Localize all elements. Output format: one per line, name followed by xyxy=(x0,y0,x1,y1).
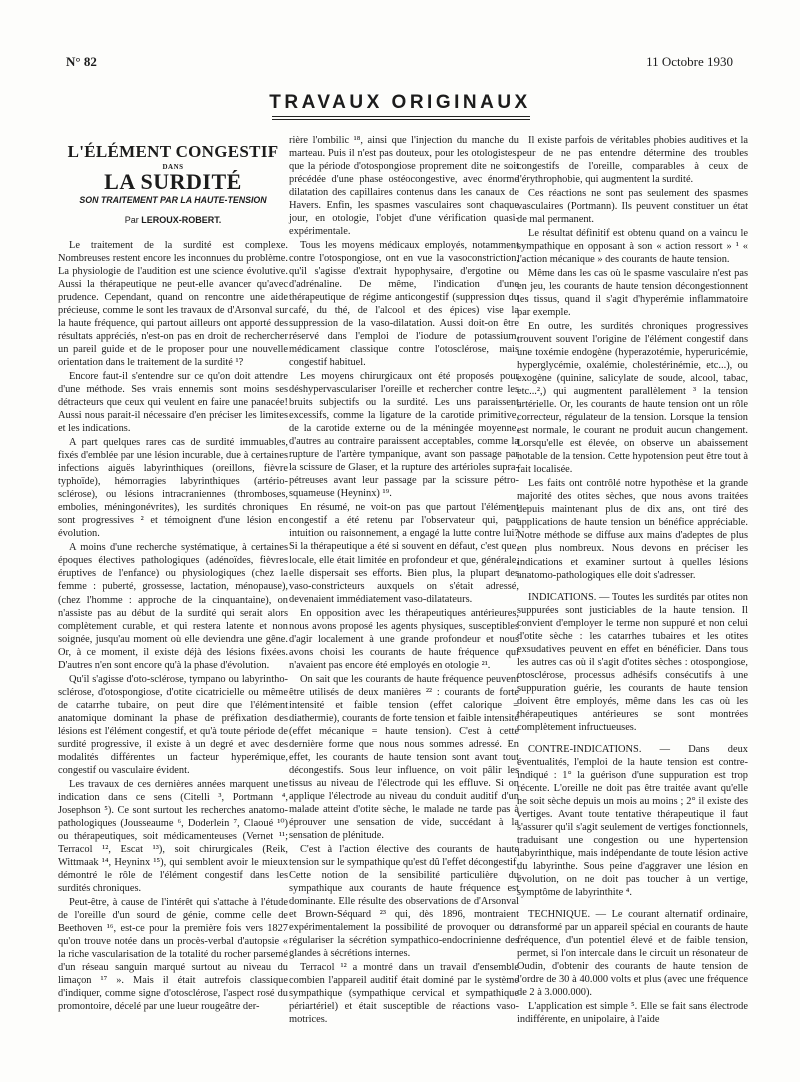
paragraph: C'est à l'action élective des courants de haute tension sur le sympathique qu'est dû l'effet décongestif. Cette notion de la sensibilité particulière du sympathique aux courants de haute fréquence est dominante. Elle résulte des observations de d'Arsonval et Brown-Séquard ²³ qui, dès 1896, montraient expérimentalement la possibilité de provoquer ou de régulariser la sécrétion sympathico-endocrinienne des glandes à sécrétions internes. xyxy=(289,843,519,959)
column-2 xyxy=(289,134,519,1027)
paragraph: L'application est simple ⁵. Elle se fait sans électrode indifférente, en unipolaire, à l'aide xyxy=(517,1001,748,1026)
paragraph: Les travaux de ces dernières années marquent une indication dans ce sens (Citelli ³, Portmann ⁴, Josephson ⁵). Ce sont surtout les recherches anatomo-pathologiques (Jousseaume ⁶, Doderlein ⁷, Claoué ¹⁰) ou thérapeutiques, soit médicamenteuses (Vernet ¹¹; Terracol ¹², Escat ¹³), soit chirurgicales (Reik, Wittmaak ¹⁴, Heyninx ¹⁵), qui semblent avoir le mieux démontré le rôle de l'élément congestif dans les surdités chroniques. xyxy=(58,778,288,894)
column-3 xyxy=(517,134,748,1027)
issue-date: 11 Octobre 1930 xyxy=(646,54,733,69)
paragraph: A moins d'une recherche systématique, à certaines époques électives pathologiques (adénoïdes, fièvres éruptives de l'enfance) ou physiologiques (chez la femme : puberté, grossesse, lactation, ménopause), (chez l'homme : approche de la cinquantaine), on n'assiste pas au début de la surdité qui serait alors complètement curable, et qui restera latente et non soignée, jusqu'au moment où elle deviendra une gêne. Or, à ce moment, il existe déjà des lésions fixées. D'autres n'en sont encore qu'à la phase d'évolution. xyxy=(58,542,288,671)
spacer xyxy=(517,735,748,743)
author-prefix: Par xyxy=(124,215,139,226)
article-author xyxy=(58,214,288,227)
paragraph: Le résultat définitif est obtenu quand on a vaincu le sympathique en opposant à son « action ressort » ¹ « l'action mécanique » des courants de haute tension. xyxy=(517,228,748,266)
section-heading: TRAVAUX ORIGINAUX xyxy=(269,92,531,113)
paragraph: Encore faut-il s'entendre sur ce qu'on doit attendre d'une méthode. Ses vrais ennemis sont moins ses détracteurs que ceux qui veulent en faire une panacée! Aussi nous parait-il nécessaire d'en préciser les limites et les indications. xyxy=(58,371,288,435)
author-name: LEROUX-ROBERT. xyxy=(141,215,222,226)
article-title-line1: L'ÉLÉMENT CONGESTIF xyxy=(67,142,279,161)
paragraph-contre-indications: CONTRE-INDICATIONS. — Dans deux éventualités, l'emploi de la haute tension est contre-indiqué : 1° la guérison d'une suppuration est trop récente. L'oreille ne doit pas être traitée avant qu'elle ne soit sèche depuis un mois au moins ; 2° il existe des vertiges. Avant toute tentative thérapeutique il faut s'assurer qu'il s'agit seulement de vertiges fonctionnels, traduisant une congestion ou une hypertension labyrinthique, mais indépendante de toute lésion active du labyrinthe. Sous peine d'aggraver une lésion en évolution, on ne doit pas toucher à un vertige, symptôme de labyrinthite ⁴. xyxy=(517,743,748,898)
paragraph: A part quelques rares cas de surdité immuables, fixés d'emblée par une lésion incurable, due à certaines infections aiguës labyrinthiques (oreillons, fièvre typhoïde), hémorragies labyrinthiques (artério-sclérose), ou lésions intracraniennes (thromboses, embolies, méningonévrites), les surdités chroniques sont progressives ² et témoignent d'une lésion en évolution. xyxy=(58,437,288,540)
paragraph-indications: INDICATIONS. — Toutes les surdités par otites non suppurées sont justiciables de la haute tension. Il convient d'employer le terme non suppuré et non celui d'otite sèche : les catarrhes tubaires et les otites exsudatives peuvent en effet en bénéficier. Dans tous les autres cas où il s'agit d'otites sèches : otospongiose, otosclérose, processus adhésifs consécutifs à une suppuration guérie, les courants de haute tension doivent être employés, même dans les cas où les thérapeutiques antérieures se sont montrées complètement infructueuses. xyxy=(517,591,748,733)
spacer xyxy=(517,583,748,591)
paragraph: Le traitement de la surdité est complexe. Nombreuses restent encore les inconnues du problème. La physiologie de l'audition est une science évolutive. Aussi la thérapeutique ne peut-elle avancer qu'avec prudence. Cependant, quand on rencontre une aide précieuse, comme le sont les travaux de d'Arsonval sur la haute fréquence, qui partout ailleurs ont apporté des résultats appréciés, n'est-on pas en droit de rechercher un pareil guide et de le proposer pour une nouvelle orientation dans le traitement de la surdité ¹? xyxy=(58,240,288,369)
paragraph: On sait que les courants de haute fréquence peuvent être utilisés de deux manières ²² : courants de forte intensité et faible tension (effet calorique = diathermie), courants de forte tension et faible intensité (effet mécanique = haute tension). C'est à cette dernière forme que nous nous sommes adressé. En effet, les courants de haute tension sont avant tout décongestifs. Sous leur influence, on voit pâlir les tissus au niveau de l'électrode qui les effluve. Si on applique l'électrode au niveau du conduit auditif d'un malade atteint d'otite sèche, le malade ne tarde pas à éprouver une sensation de vide, succédant à la sensation de plénitude. xyxy=(289,673,519,841)
spacer xyxy=(517,900,748,908)
paragraph: En opposition avec les thérapeutiques antérieures, nous avons proposé les agents physiques, susceptibles d'agir localement à une grande profondeur et nous avons choisi les courants de haute fréquence qui n'avaient pas encore été employés en otologie ²¹. xyxy=(289,607,519,671)
paragraph: Qu'il s'agisse d'oto-sclérose, tympano ou labyrintho-sclérose, d'otospongiose, d'otite cicatricielle ou même de catarrhe tubaire, on peut dire que l'élément anatomique dominant la phase de préfixation des lésions est l'élément congestif, et qu'à toute période de surdité progressive, il existe à un degré et avec des modalités différentes un facteur hyperémique, congestif ou vasculaire évident. xyxy=(58,673,288,776)
article-title-dans: DANS xyxy=(162,163,184,172)
heading-rule-bottom xyxy=(272,119,530,120)
paragraph: Même dans les cas où le spasme vasculaire n'est pas en jeu, les courants de haute tension décongestionnent les tissus, quand il s'agit d'hyperémie inflammatoire par exemple. xyxy=(517,268,748,319)
article-title-block xyxy=(58,142,288,227)
column-1 xyxy=(58,135,288,1014)
paragraph: Les faits ont contrôlé notre hypothèse et la grande majorité des otites sèches, que nous avons traitées depuis maintenant plus de dix ans, ont tiré des applications de haute tension un bénéfice appréciable. Notre méthode se diffuse aux mains d'adeptes de plus en plus nombreux. Nous devons en préciser les indications et examiner surtout à quelles lésions anatomo-pathologiques elle doit s'adresser. xyxy=(517,478,748,581)
paragraph: Tous les moyens médicaux employés, notamment contre l'otospongiose, ont en vue la vasoconstriction, qu'il s'agisse d'extrait hypophysaire, d'ergotine ou d'adrénaline. De même, l'indication d'une thérapeutique de régime anticongestif (suppression du café, du thé, de l'alcool et des épices) vise la suppression de la vaso-dilatation. Aussi doit-on être réservé dans l'emploi de l'iodure de potassium, médicament classique contre l'otosclérose, mais congestif habituel. xyxy=(289,240,519,369)
article-subtitle: SON TRAITEMENT PAR LA HAUTE-TENSION xyxy=(79,195,267,206)
paragraph: En outre, les surdités chroniques progressives trouvent souvent l'origine de l'élément congestif dans une toxémie endogène (hyperazotémie, hyperuricémie, hyperglycémie, oxalémie, cholestérinémie, etc...), ou exogène (quinine, salicylate de soude, alcool, tabac, etc...²,) qui augmentent parallèlement ³ la tension artérielle. Or, les courants de haute tension ont un rôle correcteur, régulateur de la tension. Lorsque la tension est normale, le courant ne produit aucun changement. Lorsqu'elle est élevée, on observe un abaissement notable de la tension. Cette hypotension peut être tout à fait localisée. xyxy=(517,321,748,476)
paragraph: rière l'ombilic ¹⁸, ainsi que l'injection du manche du marteau. Puis il n'est pas douteux, pour les otologistes, que la période d'otospongiose proprement dite ne soit précédée d'une phase ostéocongestive, avec énorme dilatation des capillaires contenus dans les canaux de Havers. Enfin, les spasmes vasculaires sont chaque jour, en otologie, l'objet d'une vérification quasi-expérimentale. xyxy=(289,135,519,238)
issue-number: N° 82 xyxy=(66,54,97,69)
article-title-line2: LA SURDITÉ xyxy=(104,169,242,195)
paragraph-technique: TECHNIQUE. — Le courant alternatif ordinaire, transformé par un appareil spécial en courants de haute fréquence, d'un potentiel élevé et de faible tension, permet, si l'on intercale dans le circuit un résonateur de Oudin, d'obtenir des courants de haute tension de l'ordre de 30 à 40.000 volts et plus (avec une fréquence de 2 à 3.000.000). xyxy=(517,908,748,998)
paragraph: Terracol ¹² a montré dans un travail d'ensemble combien l'appareil auditif était dominé par le système sympathique (sympathique cervical et sympathique périartériel) et était susceptible de réactions vaso-motrices. xyxy=(289,961,519,1026)
paragraph: Ces réactions ne sont pas seulement des spasmes vasculaires (Portmann). Ils peuvent constituer un état de mal permanent. xyxy=(517,188,748,226)
paragraph: Peut-être, à cause de l'intérêt qui s'attache à l'étude de l'oreille d'un sourd de génie, comme celle de Beethoven ¹⁶, est-ce pour la première fois vers 1827 qu'on trouve notée dans un procès-verbal d'autopsie « la riche vascularisation de la totalité du rocher parsemé d'un réseau sanguin marqué surtout au niveau du limaçon ¹⁷ ». Mais il était autrefois classique d'indiquer, comme signe d'otosclérose, l'aspect rosé du promontoire, décelé par une lueur rougeâtre der- xyxy=(58,896,288,1012)
heading-rule-top xyxy=(272,116,530,117)
paragraph: En résumé, ne voit-on pas que partout l'élément congestif a été retenu par l'observateur qui, par intuition ou raisonnement, a engagé la lutte contre lui? Si la thérapeutique a été si souvent en défaut, c'est que, locale, elle était limitée en profondeur et que, générale, elle dispersait ses efforts. Bien plus, la plupart des vaso-constricteurs auxquels on s'était adressé, devenaient immédiatement vaso-dilatateurs. xyxy=(289,502,519,605)
paragraph: Les moyens chirurgicaux ont été proposés pour déshypervasculariser l'oreille et rechercher contre les bruits subjectifs ou la surdité. Les uns paraissent excessifs, comme la ligature de la carotide primitive, de la carotide externe ou de la méningée moyenne, d'autres au contraire paraissent acceptables, comme la rupture de l'artère tympanique, avant son passage par la scissure de Glaser, et la rupture des artérioles supra-pétreuses avant leur passage par la scissure pétro-squameuse (Heyninx) ¹⁹. xyxy=(289,371,519,500)
paragraph: Il existe parfois de véritables phobies auditives et la peur de ne pas entendre détermine des troubles congestifs de l'oreille, comparables à ceux de l'érythrophobie, qui augmentent la surdité. xyxy=(517,135,748,186)
